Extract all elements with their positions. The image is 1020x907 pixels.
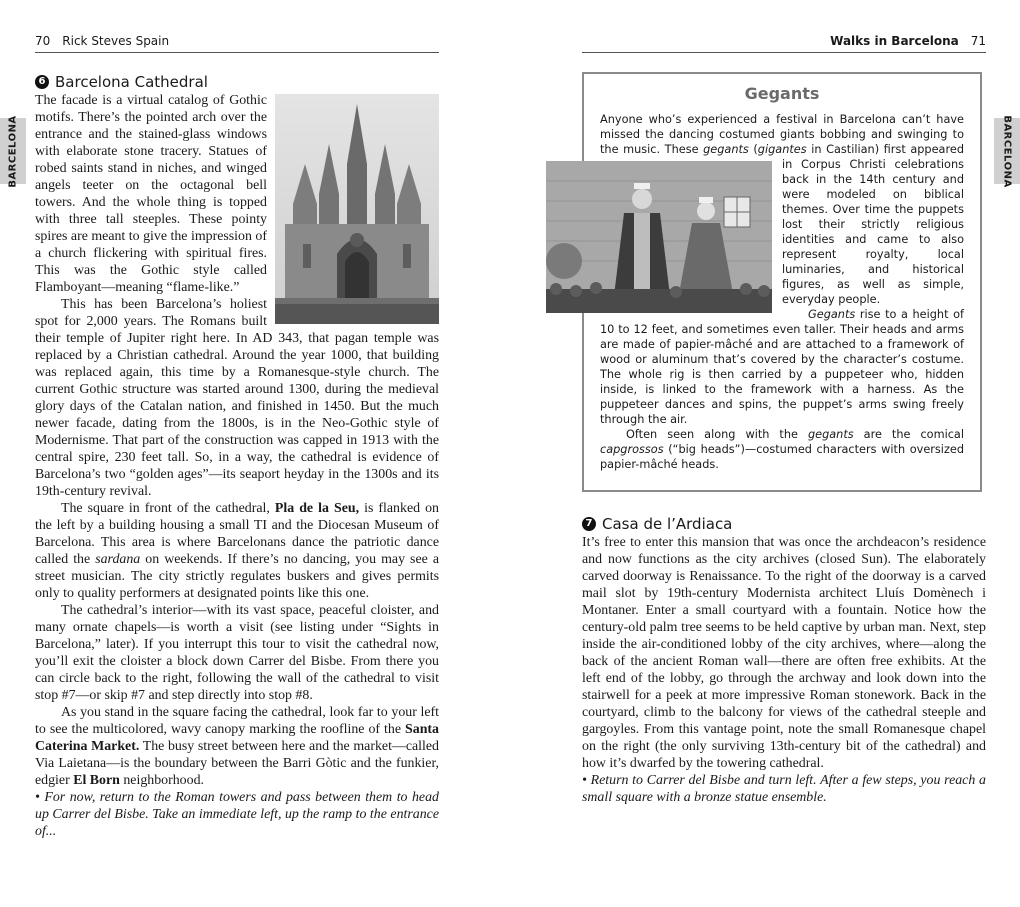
page-number: 70 xyxy=(35,34,51,48)
sidebar-title: Gegants xyxy=(744,84,820,103)
side-tab-label: BARCELONA xyxy=(1001,114,1013,188)
paragraph: As you stand in the square facing the cathedral, look far to your left to see the multicolored, wavy canopy marking the roofline of the Santa Caterina Market. The busy street between here and the market—called Via Laietana—is the boundary between the Barri Gòtic and the funkier, edgier El Born neighborhood. xyxy=(35,705,439,788)
paragraph: This has been Barcelona’s holiest spot for 2,000 years. The Romans built their temple of Jupiter right here. In AD 343, that pagan temple was replaced by a Christian cathedral. Around the year 1000, that building was replaced again, this time by a Romanesque-style church. The current Gothic structure was started around 1300, during the medieval glory days of the Catalan nation, and finished in 1450. But the much newer facade, dating from the 1800s, is in the Neo-Gothic style of Modernisme. That part of the construction was capped in 1913 with the central spire, 230 feet tall. So, in a way, the cathedral is evidence of Barcelona’s two “golden ages”—its seaport heyday in the 1300s and its 19th-century revival. xyxy=(35,297,439,499)
section-title: Barcelona Cathedral xyxy=(55,73,208,91)
right-page xyxy=(510,0,1020,907)
running-head-right xyxy=(582,30,986,53)
sidebar-text xyxy=(600,112,964,472)
section-heading xyxy=(582,514,986,534)
side-tab-label: BARCELONA xyxy=(7,114,19,188)
gegants-photo xyxy=(546,161,772,313)
casa-ardiaca-section xyxy=(582,514,986,806)
paragraph: The cathedral’s interior—with its vast space, peaceful cloister, and many ornate chapels—is worth a visit (see listing under “Sights in Barcelona,” later). If you interrupt this tour to visit the cathedral now, you’ll exit the cloister a block down Carrer del Bisbe. From there you can circle back to the right, following the wall of the cathedral to visit stop #7—or skip #7 and step directly into stop #8. xyxy=(35,603,439,703)
sidebar-paragraph: Anyone who’s experienced a festival in Barcelona can’t have missed the dancing costumed giants bobbing and swinging to the music. These gegants (gigantes in Castilian) first appeared in Corpus Christi celebrations back in the 14th century and were modeled on biblical themes. Over time the puppets lost their strictly religious identities and came to also represent royalty, local luminaries, and historical figures, as well as simple, everyday people. xyxy=(600,112,964,307)
stop-number-badge: 7 xyxy=(582,517,596,531)
direction-note: • For now, return to the Roman towers and pass between them to head up Carrer del Bisbe. Take an immediate left, up the ramp to the entrance of... xyxy=(35,790,439,839)
page-number: 71 xyxy=(970,34,986,48)
gegants-sidebar xyxy=(582,72,982,492)
section-running-title: Walks in Barcelona xyxy=(830,34,959,48)
sidebar-paragraph: Often seen along with the gegants are the comical capgrossos (“big heads”)—costumed characters with oversized papier-mâché heads. xyxy=(600,428,964,471)
side-tab-left xyxy=(0,114,26,188)
cathedral-photo xyxy=(275,94,439,324)
cathedral-section xyxy=(35,72,439,840)
book-title: Rick Steves Spain xyxy=(62,34,170,48)
italic-term: sardana xyxy=(95,552,141,567)
bold-place-name: Santa Caterina Market. xyxy=(35,722,439,754)
section-heading xyxy=(35,72,439,92)
section-title: Casa de l’Ardiaca xyxy=(602,515,733,533)
sidebar-paragraph: Gegants rise to a height of 10 to 12 feet, and sometimes even taller. Their heads and arms are made of papier-mâché and are attached to a framework of wood or aluminum that’s covered by the character’s costume. The whole rig is then carried by a puppeteer who, hidden inside, is linked to the framework with a harness. As the puppeteer dances and spins, the puppet’s arms swing freely through the air. xyxy=(600,308,964,426)
bold-place-name: El Born xyxy=(73,773,120,788)
paragraph: The facade is a virtual catalog of Gothic motifs. There’s the pointed arch over the entrance and the stained-glass windows with elaborate stone tracery. Statues of robed saints stand in niches, and winged angels teeter on the octagonal bell towers. And the whole thing is topped with three tall steeples. These pointy spires are meant to give the impression of a church flickering with spiritual fires. This was the Gothic style called Flamboyant—meaning “flame-like.” xyxy=(35,93,267,295)
direction-note: • Return to Carrer del Bisbe and turn left. After a few steps, you reach a small square with a bronze statue ensemble. xyxy=(582,773,986,805)
stop-number-badge: 6 xyxy=(35,75,49,89)
paragraph: The square in front of the cathedral, Pla de la Seu, is flanked on the left by a building housing a small TI and the Diocesan Museum of Barcelona. This area is where Barcelonans dance the patriotic dance called the sardana on weekends. If there’s no dancing, you may see a street musician. The city strictly regulates buskers and gives permits only to quality performers at designated points like this one. xyxy=(35,501,439,601)
running-head-left xyxy=(35,30,439,53)
bold-place-name: Pla de la Seu, xyxy=(274,501,360,516)
paragraph: It’s free to enter this mansion that was once the archdeacon’s residence and now functions as the city archives (closed Sun). The elaborately carved doorway is Renaissance. To the right of the doorway is a carved mail slot by 19th-century Modernista architect Lluís Domènech i Montaner. Enter a small courtyard with a fountain. Notice how the century-old palm tree seems to be held captive by urban man. Next, step inside the air-conditioned lobby of the city archives, where—along the back of the ancient Roman wall—there are often free exhibits. At the left end of the lobby, go through the archway and look down into the stairwell for a peek at more impressive Roman stonework. Back in the courtyard, climb to the balcony for views of the cathedral steeple and gargoyles. From this vantage point, note the small Romanesque chapel on the right (the only surviving 13th-century bit of the cathedral) and how it’s dwarfed by the towering cathedral. xyxy=(582,535,986,771)
side-tab-right xyxy=(994,114,1020,188)
